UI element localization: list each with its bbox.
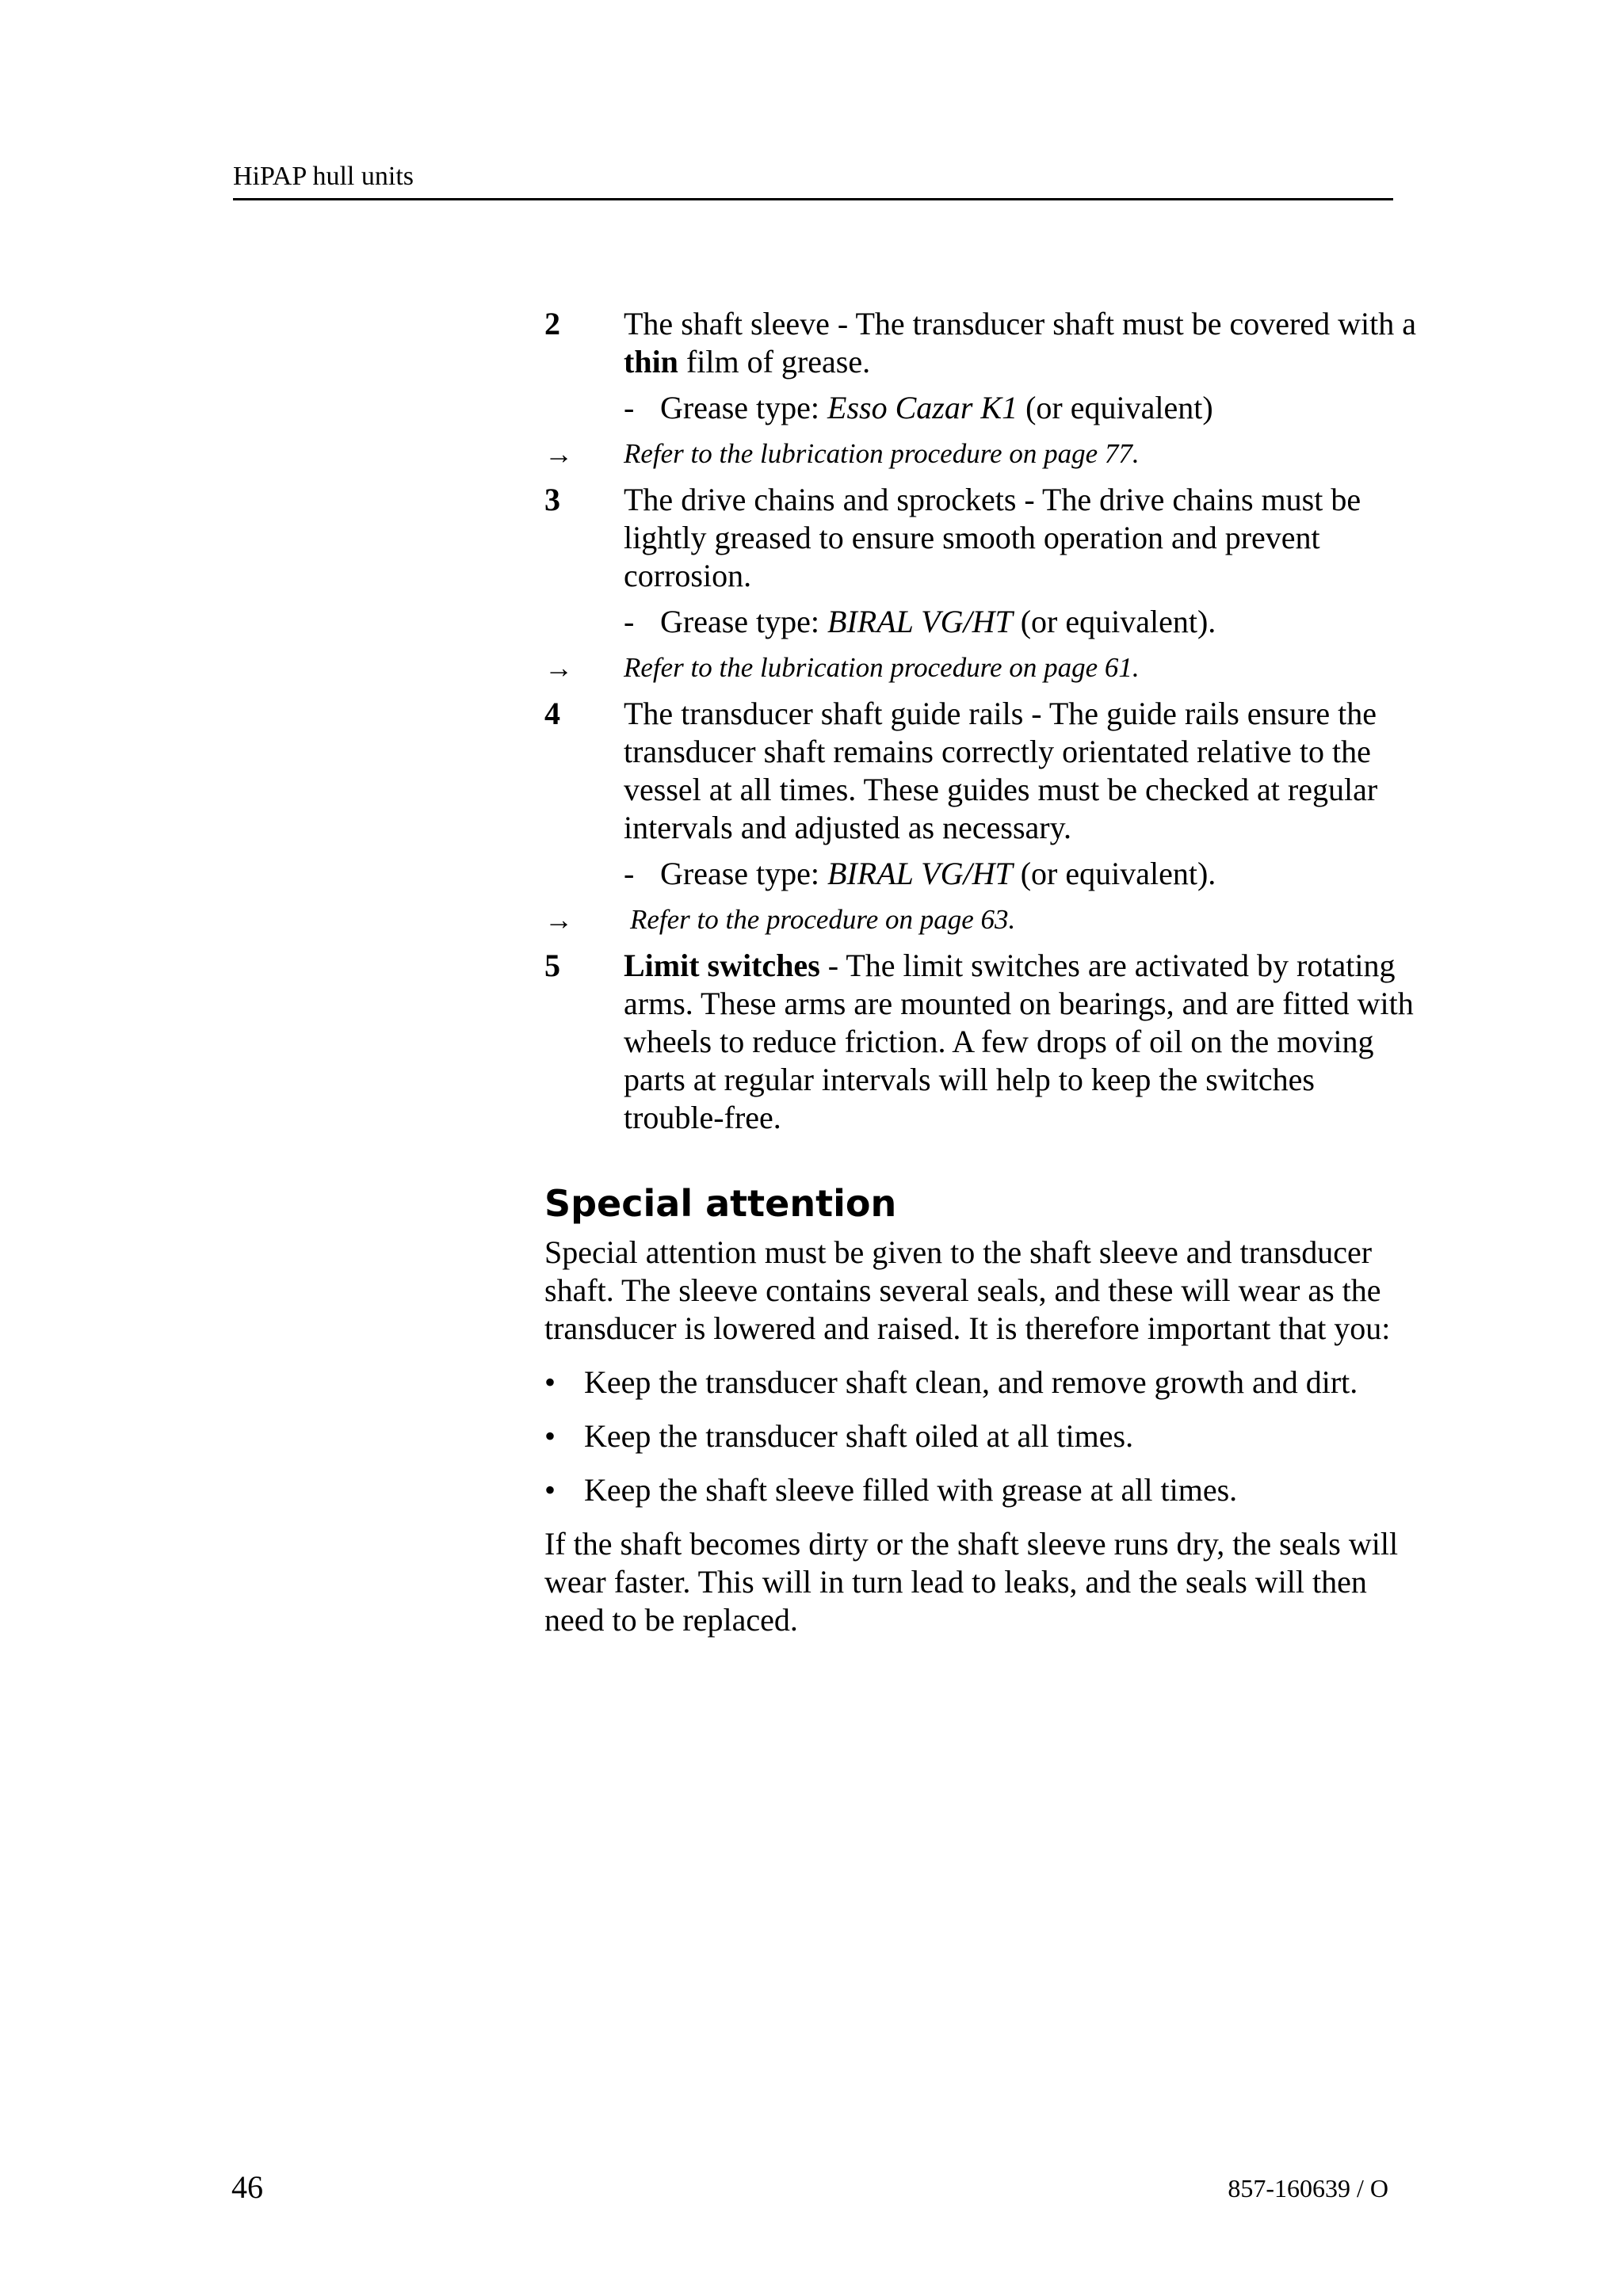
item-text: Limit switches - The limit switches are activated by rotating arms. These arms are mounted on bearings, and are fitted with wheels to reduce friction. A few drops of oil on the moving parts at regular intervals will help to keep the switches trouble-free. xyxy=(624,948,1414,1135)
section-heading: Special attention xyxy=(544,1182,897,1225)
emphasis-text: thin xyxy=(624,344,678,379)
reference-link[interactable]: Refer to the lubrication procedure on page 61. xyxy=(624,652,1140,683)
document-reference: 857-160639 / O xyxy=(1228,2174,1388,2203)
bullet-item xyxy=(544,1363,1416,1402)
item-text: The drive chains and sprockets - The drive chains must be lightly greased to ensure smooth operation and prevent corrosion. xyxy=(624,482,1361,593)
item-text: The transducer shaft guide rails - The guide rails ensure the transducer shaft remains correctly orientated relative to the vessel at all times. These guides must be checked at regular intervals and adjusted as necessary. xyxy=(624,696,1378,845)
item-text: The shaft sleeve - The transducer shaft must be covered with a thin film of grease. xyxy=(624,306,1416,379)
numbered-item-3 xyxy=(544,481,1416,641)
running-header-title: HiPAP hull units xyxy=(233,162,414,191)
dash-marker: - xyxy=(624,390,635,425)
bullet-text: Keep the transducer shaft oiled at all times. xyxy=(584,1418,1134,1454)
numbered-item-5 xyxy=(544,947,1416,1137)
section-intro: Special attention must be given to the shaft sleeve and transducer shaft. The sleeve contains several seals, and these will wear as the transducer is lowered and raised. It is therefore important that you: xyxy=(544,1234,1391,1346)
grease-type-line: - Grease type: Esso Cazar K1 (or equivalent) xyxy=(624,390,1213,425)
bullet-item xyxy=(544,1471,1416,1509)
reference-link[interactable]: Refer to the procedure on page 63. xyxy=(630,904,1016,935)
dash-marker: - xyxy=(624,604,635,639)
bullet-icon: • xyxy=(544,1472,556,1508)
item-number: 5 xyxy=(544,948,560,983)
grease-name: Esso Cazar K1 xyxy=(827,390,1018,425)
bullet-icon: • xyxy=(544,1418,556,1454)
item-number: 2 xyxy=(544,306,560,341)
grease-type-line: - Grease type: BIRAL VG/HT (or equivalent). xyxy=(624,856,1216,891)
dash-marker: - xyxy=(624,856,635,891)
numbered-item-4 xyxy=(544,695,1416,893)
main-content xyxy=(544,305,1416,1639)
reference-link[interactable]: Refer to the lubrication procedure on page 77. xyxy=(624,438,1140,469)
grease-name: BIRAL VG/HT xyxy=(827,604,1013,639)
item-number: 3 xyxy=(544,482,560,517)
arrow-icon: → xyxy=(544,438,573,470)
grease-name: BIRAL VG/HT xyxy=(827,856,1013,891)
bullet-text: Keep the shaft sleeve filled with grease at all times. xyxy=(584,1472,1238,1508)
bullet-item xyxy=(544,1417,1416,1455)
arrow-icon: → xyxy=(544,904,573,936)
grease-type-line: - Grease type: BIRAL VG/HT (or equivalent). xyxy=(624,604,1216,639)
section-closing: If the shaft becomes dirty or the shaft sleeve runs dry, the seals will wear faster. This will in turn lead to leaks, and the seals will then need to be replaced. xyxy=(544,1526,1399,1638)
bullet-icon: • xyxy=(544,1364,556,1400)
header-divider xyxy=(233,198,1393,200)
bullet-text: Keep the transducer shaft clean, and remove growth and dirt. xyxy=(584,1364,1358,1400)
item-number: 4 xyxy=(544,696,560,731)
arrow-icon: → xyxy=(544,652,573,684)
page-number: 46 xyxy=(231,2169,263,2205)
cross-reference xyxy=(544,649,1416,687)
emphasis-text: Limit switches xyxy=(624,948,820,983)
cross-reference xyxy=(544,435,1416,473)
cross-reference xyxy=(544,901,1416,939)
numbered-item-2 xyxy=(544,305,1416,427)
